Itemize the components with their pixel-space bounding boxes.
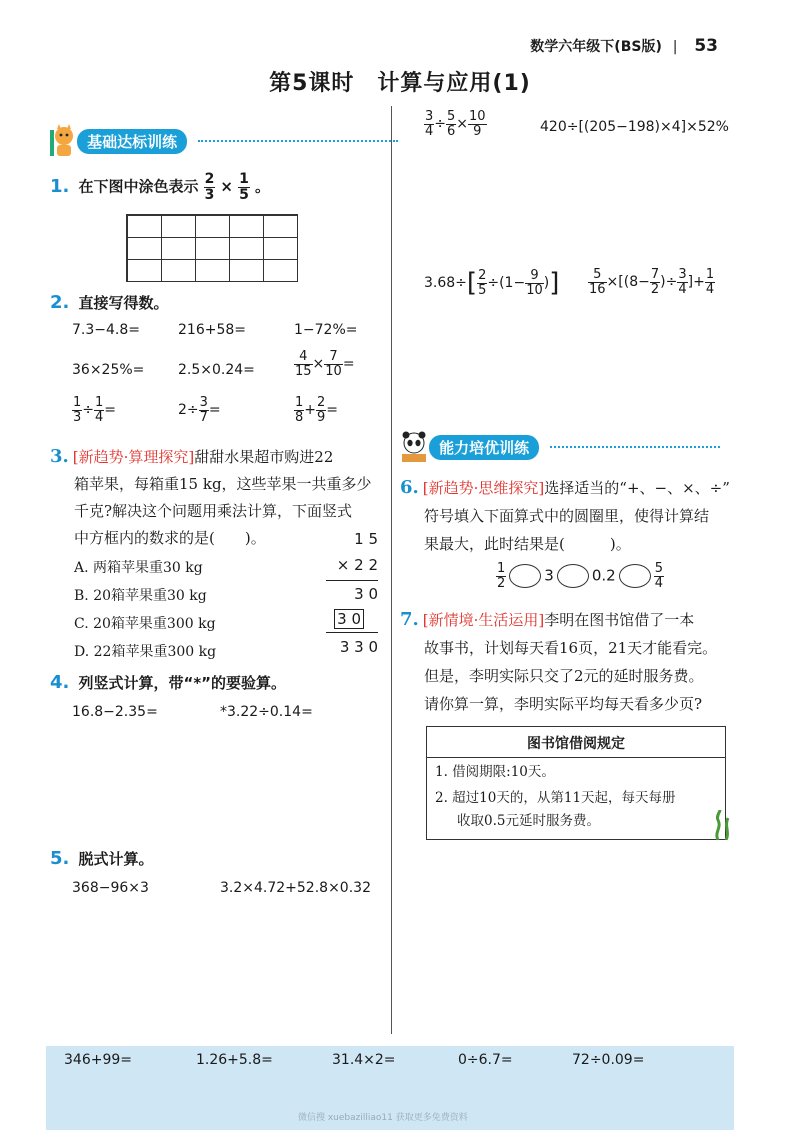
calc-item: 368−96×3 [72, 880, 149, 896]
fraction: $\frac{2}{3}$ [204, 171, 215, 203]
question-text: 故事书，计划每天看16页，21天才能看完。 [424, 639, 718, 657]
mental-item: 0÷6.7= [458, 1052, 513, 1068]
question-number: 5. [50, 848, 70, 869]
operator-circle[interactable] [557, 564, 589, 588]
cat-mascot-icon [48, 124, 76, 158]
question-number: 4. [50, 672, 70, 693]
fraction: $\frac{1}{4}$ [705, 267, 715, 297]
question-text: 列竖式计算，带“*”的要验算。 [78, 674, 287, 692]
mental-item: 72÷0.09= [572, 1052, 645, 1068]
question-text: 请你算一算，李明实际平均每天看多少页? [424, 695, 703, 713]
option-a[interactable]: A. 两箱苹果重30 kg [74, 560, 203, 576]
punctuation: 。 [254, 177, 270, 196]
partial-product-row [326, 608, 378, 632]
question-6 [400, 474, 735, 558]
question-text: 果最大，此时结果是( )。 [424, 535, 631, 553]
column-divider [391, 106, 392, 1034]
fraction: $\frac{2}{5}$ [478, 267, 487, 298]
question-2 [50, 292, 168, 313]
watermark: 微信搜 xuebazilliao11 获取更多免费资料 [298, 1113, 468, 1123]
calc-item: *3.22÷0.14= [220, 704, 313, 720]
seaweed-icon [712, 810, 734, 840]
question-number: 6. [400, 477, 419, 498]
calc-item: 2÷ $\frac{3}{7}$ = [178, 395, 221, 425]
option-c[interactable]: C. 20箱苹果重300 kg [74, 616, 216, 632]
fraction: $\frac{5}{6}$ [447, 109, 456, 139]
section-label: 能力培优训练 [429, 435, 539, 460]
book-title: 数学六年级下(BS版) [530, 39, 662, 55]
product: 3 3 0 [326, 632, 378, 661]
question-text: 千克?解决这个问题用乘法计算，下面竖式 [74, 502, 353, 520]
mental-item: 31.4×2= [332, 1052, 396, 1068]
question-number: 7. [400, 609, 419, 630]
option-b[interactable]: B. 20箱苹果重30 kg [74, 588, 207, 604]
mental-item: 1.26+5.8= [196, 1052, 273, 1068]
calc-item: 2.5×0.24= [178, 362, 255, 378]
panda-mascot-icon [400, 430, 428, 464]
partial-product: 3 0 [354, 585, 378, 603]
calc-item: $\frac{4}{15}$ × $\frac{7}{10}$ = [295, 349, 355, 379]
dotted-rule [198, 140, 398, 142]
header-separator: | [672, 39, 678, 55]
fraction: $\frac{3}{4}$ [425, 109, 434, 139]
fraction: $\frac{4}{15}$ [295, 349, 312, 379]
shading-grid[interactable] [126, 214, 298, 282]
question-text: 直接写得数。 [78, 294, 169, 312]
mental-item: 346+99= [64, 1052, 132, 1068]
lesson-title: 第5课时 计算与应用(1) [269, 71, 531, 96]
vertical-multiplication [326, 530, 378, 661]
section-banner-advanced [400, 430, 720, 457]
trend-tag: [新趋势·算理探究] [72, 448, 195, 466]
boxed-partial-product: 3 0 [334, 609, 364, 629]
calc-item: 3.68÷[ $\frac{2}{5}$ ÷(1− $\frac{9}{10}$ )] [424, 267, 560, 298]
question-number: 2. [50, 292, 70, 313]
multiplicand: 1 5 [354, 530, 378, 548]
question-text: 选择适当的“+、−、×、÷” [544, 479, 730, 497]
trend-tag: [新情境·生活运用] [422, 611, 545, 629]
question-text: 李明在图书馆借了一本 [544, 611, 695, 629]
rule-2: 2. 超过10天的，从第11天起，每天每册 [435, 789, 676, 806]
library-rules-box [426, 726, 726, 840]
question-text: 箱苹果，每箱重15 kg，这些苹果一共重多少 [74, 475, 372, 493]
fraction: $\frac{9}{10}$ [526, 267, 543, 298]
operator-circle[interactable] [619, 564, 651, 588]
fraction: $\frac{3}{7}$ [199, 395, 208, 425]
question-text: 中方框内的数求的是( )。 [74, 529, 266, 547]
fraction: $\frac{7}{10}$ [325, 349, 342, 379]
calc-item: 1−72%= [294, 322, 358, 338]
fraction: $\frac{5}{16}$ [589, 267, 606, 297]
calc-item: 216+58= [178, 322, 246, 338]
fraction: $\frac{1}{3}$ [73, 395, 82, 425]
operator-circle[interactable] [509, 564, 541, 588]
page-header [530, 36, 718, 56]
calc-item: $\frac{1}{8}$ + $\frac{2}{9}$ = [295, 395, 339, 425]
question-4 [50, 672, 286, 693]
dotted-rule [550, 446, 720, 448]
calc-item: 7.3−4.8= [72, 322, 140, 338]
question-text: 在下图中涂色表示 [78, 177, 199, 196]
operator: × [220, 177, 233, 196]
fraction: $\frac{3}{4}$ [678, 267, 687, 297]
section-banner-basic [48, 124, 398, 151]
question-5 [50, 848, 153, 869]
calc-item: $\frac{1}{3}$ ÷ $\frac{1}{4}$ = [73, 395, 117, 425]
calc-item: 3.2×4.72+52.8×0.32 [220, 880, 371, 896]
option-d[interactable]: D. 22箱苹果重300 kg [74, 644, 217, 660]
question-text: 符号填入下面算式中的圆圈里，使得计算结 [424, 507, 710, 525]
rule-2-continued: 收取0.5元延时服务费。 [457, 812, 600, 829]
circle-expression: $\frac{1}{2}$ 3 0.2 $\frac{5}{4}$ [497, 561, 663, 591]
calc-item: $\frac{3}{4}$ ÷ $\frac{5}{6}$ × $\frac{10}{9}$ [425, 109, 486, 139]
fraction: $\frac{1}{2}$ [497, 561, 506, 591]
question-text: 脱式计算。 [78, 850, 154, 868]
rule-1: 1. 借阅期限:10天。 [435, 764, 555, 780]
calc-item: 36×25%= [72, 362, 145, 378]
calc-item: 16.8−2.35= [72, 704, 158, 720]
question-number: 1. [50, 175, 70, 197]
fraction: $\frac{10}{9}$ [469, 109, 486, 139]
fraction: $\frac{7}{2}$ [650, 267, 660, 297]
fraction: $\frac{1}{8}$ [295, 395, 304, 425]
fraction: $\frac{2}{9}$ [317, 395, 326, 425]
calc-item: $\frac{5}{16}$ ×[(8− $\frac{7}{2}$ )÷ $\frac{3}{4}$ ]+ $\frac{1}{4}$ [589, 267, 715, 297]
fraction: $\frac{5}{4}$ [654, 561, 663, 591]
page-number: 53 [694, 36, 718, 56]
fraction: $\frac{1}{4}$ [95, 395, 104, 425]
question-7 [400, 606, 740, 718]
question-1 [50, 172, 270, 202]
section-label: 基础达标训练 [77, 129, 187, 154]
multiplier: × 2 2 [326, 556, 378, 581]
question-text: 甜甜水果超市购进22 [194, 448, 334, 466]
calc-item: 420÷[(205−198)×4]×52% [540, 119, 729, 135]
trend-tag: [新趋势·思维探究] [422, 479, 545, 497]
fraction: $\frac{1}{5}$ [239, 171, 249, 203]
rules-title: 图书馆借阅规定 [427, 727, 725, 758]
question-number: 3. [50, 446, 69, 467]
question-text: 但是，李明实际只交了2元的延时服务费。 [424, 667, 704, 685]
